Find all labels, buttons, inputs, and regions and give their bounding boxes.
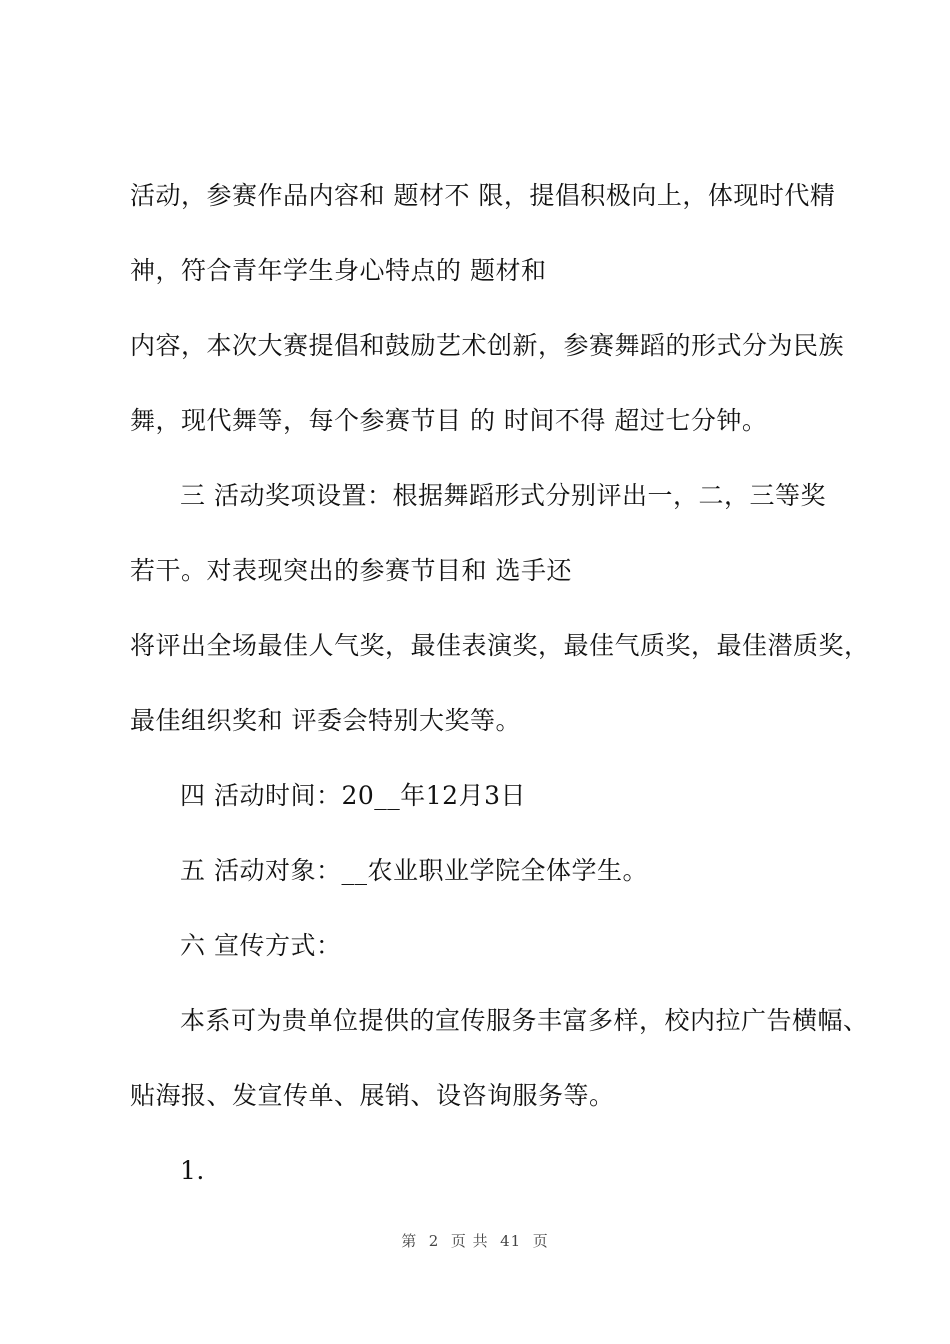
paragraph-line: 最佳组织奖和 评委会特别大奖等。 [130,706,521,735]
paragraph-line: 贴海报、发宣传单、展销、设咨询服务等。 [130,1081,615,1110]
paragraph-line: 若干。对表现突出的参赛节目和 选手还 [130,556,572,585]
section-heading-awards: 三 活动奖项设置：根据舞蹈形式分别评出一，二，三等奖 [180,481,826,510]
page-footer: 第 2 页 共 41 页 [401,1232,549,1250]
paragraph-line: 本系可为贵单位提供的宣传服务丰富多样，校内拉广告横幅、 [180,1006,869,1035]
paragraph-line: 神，符合青年学生身心特点的 题材和 [130,256,547,285]
paragraph-line: 将评出全场最佳人气奖，最佳表演奖，最佳气质奖，最佳潜质奖， [130,631,870,660]
paragraph-line: 活动，参赛作品内容和 题材不 限，提倡积极向上，体现时代精 [130,181,836,210]
section-heading-promotion: 六 宣传方式： [180,931,342,960]
list-number: 1. [180,1156,205,1185]
section-heading-time: 四 活动时间：20__年12月3日 [180,781,526,810]
paragraph-line: 舞，现代舞等，每个参赛节目 的 时间不得 超过七分钟。 [130,406,768,435]
section-heading-audience: 五 活动对象：__农业职业学院全体学生。 [180,856,648,885]
paragraph-line: 内容，本次大赛提倡和鼓励艺术创新，参赛舞蹈的形式分为民族 [130,331,845,360]
